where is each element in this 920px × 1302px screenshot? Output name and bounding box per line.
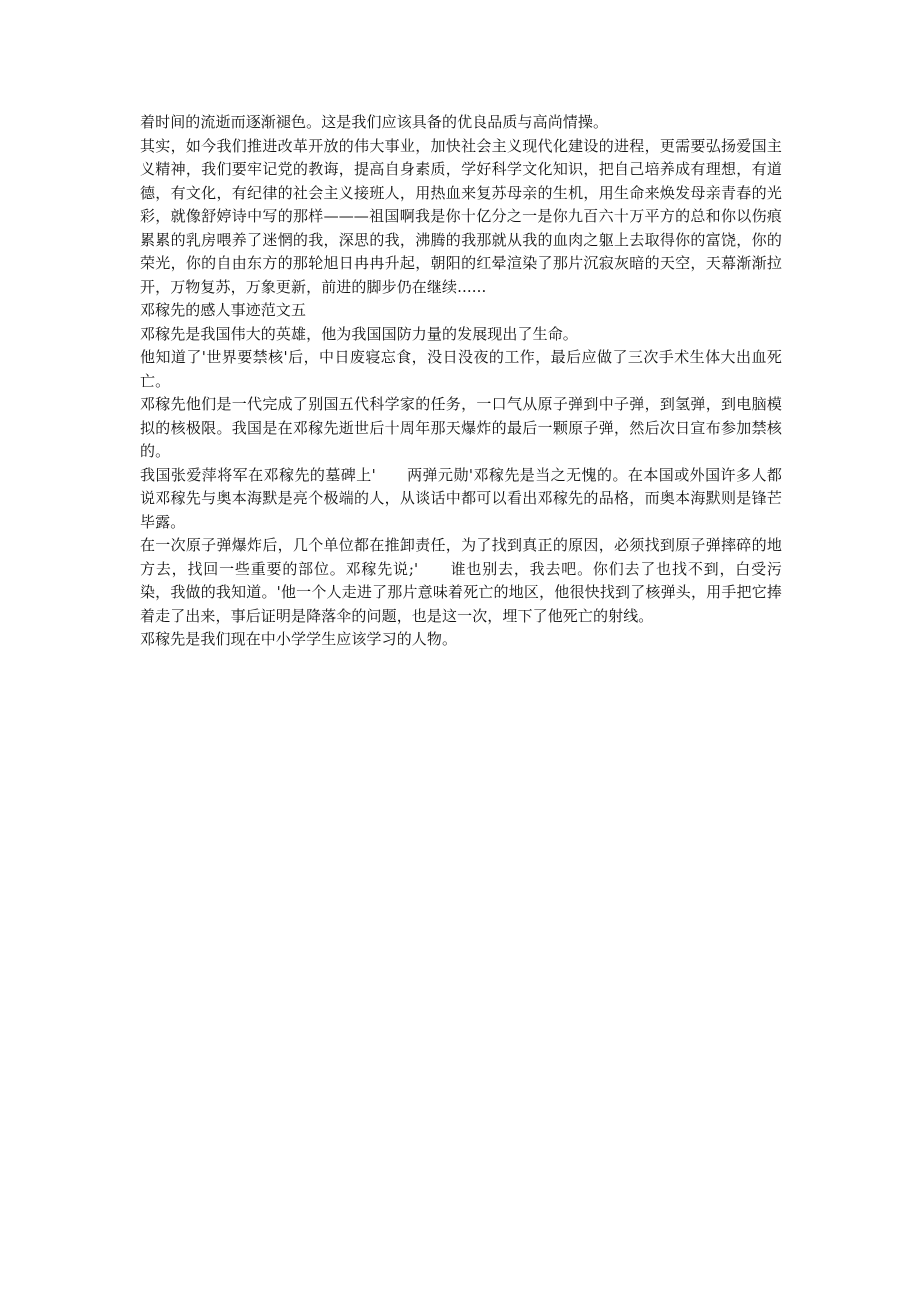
paragraph-5: 邓稼先他们是一代完成了别国五代科学家的任务，一口气从原子弹到中子弹，到氢弹，到电脑模拟的核极限。我国是在邓稼先逝世后十周年那天爆炸的最后一颗原子弹，然后次日宣布参加禁核的。 xyxy=(140,395,782,460)
paragraph-1: 着时间的流逝而逐渐褪色。这是我们应该具备的优良品质与高尚情操。 xyxy=(140,113,609,131)
document-body xyxy=(140,111,782,652)
section-heading: 邓稼先的感人事迹范文五 xyxy=(140,301,307,319)
paragraph-4: 他知道了'世界要禁核'后，中日废寝忘食，没日没夜的工作，最后应做了三次手术生体大出血死亡。 xyxy=(140,348,782,390)
paragraph-3: 邓稼先是我国伟大的英雄，他为我国国防力量的发展现出了生命。 xyxy=(140,324,578,343)
paragraph-2: 其实，如今我们推进改革开放的伟大事业，加快社会主义现代化建设的进程，更需要弘扬爱国主义精神，我们要牢记党的教诲，提高自身素质，学好科学文化知识，把自己培养成有理想，有道德，有文化，有纪律的社会主义接班人，用热血来复苏母亲的生机，用生命来焕发母亲青春的光彩，就像舒婷诗中写的那样———祖国啊我是你十亿分之一是你九百六十万平方的总和你以伤痕累累的乳房喂养了迷惘的我，深思的我，沸腾的我那就从我的血肉之躯上去取得你的富饶，你的荣光，你的自由东方的那轮旭日冉冉升起，朝阳的红晕渲染了那片沉寂灰暗的天空，天幕渐渐拉开，万物复苏，万象更新，前进的脚步仍在继续...... xyxy=(140,136,782,296)
paragraph-7: 在一次原子弹爆炸后，几个单位都在推卸责任，为了找到真正的原因，必须找到原子弹摔碎的地方去，找回一些重要的部位。邓稼先说;' 谁也别去，我去吧。你们去了也找不到，白受污染，我做的我知道。'他一个人走进了那片意味着死亡的地区，他很快找到了核弹头，用手把它捧着走了出来，事后证明是降落伞的问题，也是这一次，埋下了他死亡的射线。 xyxy=(140,536,782,625)
paragraph-6: 我国张爱萍将军在邓稼先的墓碑上' 两弹元勋'邓稼先是当之无愧的。在本国或外国许多人都说邓稼先与奥本海默是亮个极端的人，从谈话中都可以看出邓稼先的品格，而奥本海默则是锋芒毕露。 xyxy=(140,465,782,531)
paragraph-8: 邓稼先是我们现在中小学学生应该学习的人物。 xyxy=(140,630,458,648)
